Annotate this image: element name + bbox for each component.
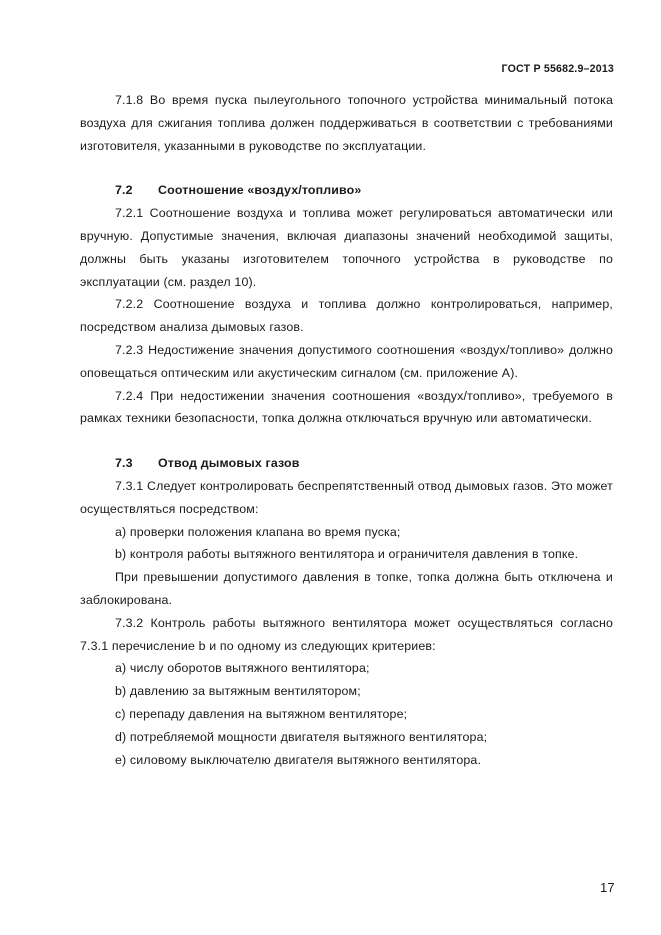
list-item: a) проверки положения клапана во время пуска; (115, 524, 401, 539)
paragraph-7-3-2: 7.3.2 Контроль работы вытяжного вентилятора может осуществляться согласно 7.3.1 перечисление b и по одному из следующих критериев: (80, 615, 613, 653)
section-heading-7-2 (80, 179, 613, 202)
paragraph-exceed-pressure: При превышении допустимого давления в топке, топка должна быть отключена и заблокирована. (80, 570, 613, 607)
paragraph-7-2-4: 7.2.4 При недостижении значения соотношения «воздух/топливо», требуемого в рамках техники безопасности, топка должна отключаться вручную или автоматически. (80, 388, 613, 426)
list-item: a) числу оборотов вытяжного вентилятора; (115, 661, 370, 676)
section-number: 7.2 (115, 183, 133, 198)
section-gap (80, 157, 613, 179)
paragraph-7-2-1: 7.2.1 Соотношение воздуха и топлива может регулироваться автоматически или вручную. Допустимые значения, включая диапазоны значений необходимой защиты, должны быть указаны изготовителем топочного устройства в руководстве по эксплуатации (см. раздел 10). (80, 206, 613, 289)
page-number: 17 (600, 880, 615, 895)
paragraph-7-2-3: 7.2.3 Недостижение значения допустимого соотношения «воздух/топливо» должно оповещаться оптическим или акустическим сигналом (см. приложение А). (80, 342, 613, 380)
section-title: Соотношение «воздух/топливо» (158, 183, 362, 198)
section-heading-7-3 (80, 452, 613, 475)
section-gap (80, 430, 613, 452)
list-item: d) потребляемой мощности двигателя вытяжного вентилятора; (115, 729, 488, 744)
paragraph-7-3-1: 7.3.1 Следует контролировать беспрепятственный отвод дымовых газов. Это может осуществляться посредством: (80, 478, 613, 516)
list-item: e) силовому выключателю двигателя вытяжного вентилятора. (115, 752, 482, 767)
list-item: c) перепаду давления на вытяжном вентиляторе; (115, 706, 408, 721)
paragraph-7-2-2: 7.2.2 Соотношение воздуха и топлива должно контролироваться, например, посредством анализа дымовых газов. (80, 297, 613, 335)
list-item: b) контроля работы вытяжного вентилятора и ограничителя давления в топке. (115, 547, 579, 562)
section-title: Отвод дымовых газов (158, 456, 300, 471)
document-code-header: ГОСТ Р 55682.9–2013 (501, 63, 614, 75)
document-body (80, 89, 613, 771)
paragraph-7-1-8: 7.1.8 Во время пуска пылеугольного топочного устройства минимальный потока воздуха для сжигания топлива должен поддерживаться в соответствии с требованиями изготовителя, указанными в руководстве по эксплуатации. (80, 93, 613, 153)
list-item: b) давлению за вытяжным вентилятором; (115, 684, 361, 699)
section-number: 7.3 (115, 456, 133, 471)
